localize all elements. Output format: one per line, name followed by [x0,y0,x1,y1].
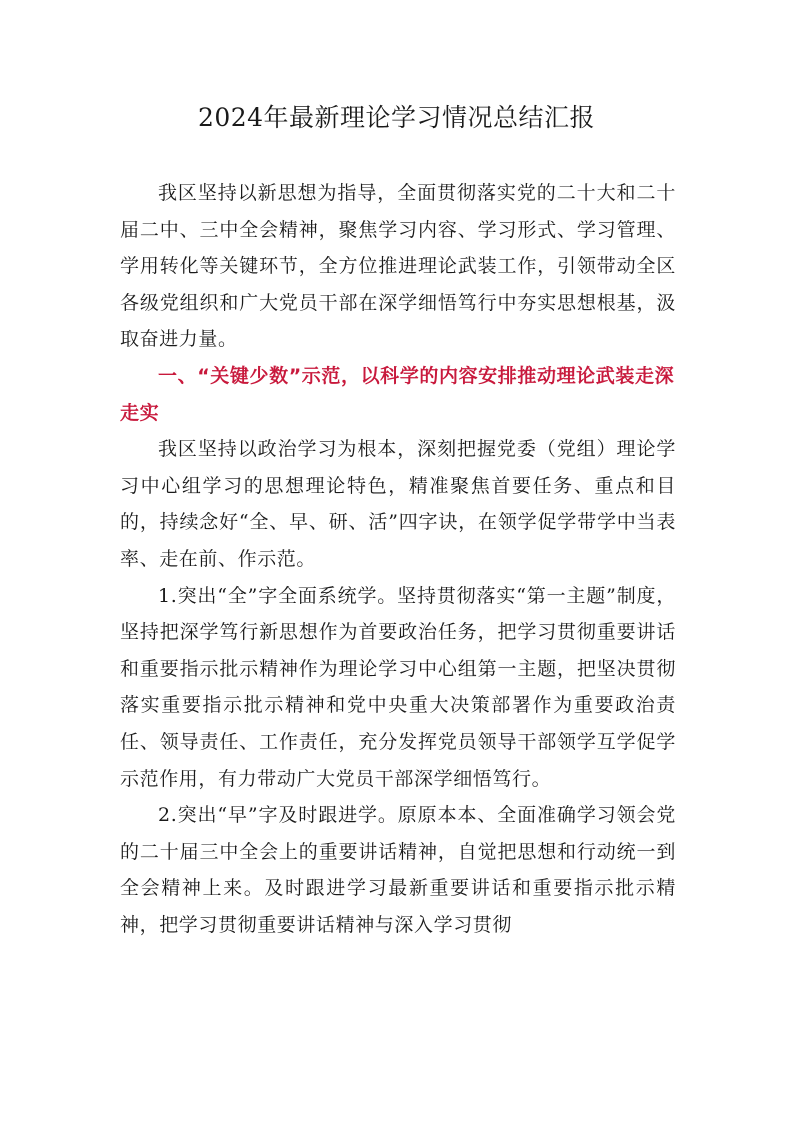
document-body [120,175,676,943]
section-heading-1: 一、“关键少数”示范，以科学的内容安排推动理论武装走深走实 [120,364,675,424]
document-title: 2024年最新理论学习情况总结汇报 [197,103,596,132]
item-paragraph-1: 1.突出“全”字全面系统学。坚持贯彻落实“第一主题”制度，坚持把深学笃行新思想作为首要政治任务，把学习贯彻重要讲话和重要指示批示精神作为理论学习中心组第一主题，把坚决贯彻落实重要指示批示精神和党中央重大决策部署作为重要政治责任、领导责任、工作责任，充分发挥党员领导干部领学互学促学示范作用，有力带动广大党员干部深学细悟笃行。 [120,584,676,790]
section1-intro-paragraph: 我区坚持以政治学习为根本，深刻把握党委（党组）理论学习中心组学习的思想理论特色，精准聚焦首要任务、重点和目的，持续念好“全、早、研、活”四字诀，在领学促学带学中当表率、走在前、作示范。 [120,438,676,570]
intro-paragraph: 我区坚持以新思想为指导，全面贯彻落实党的二十大和二十届二中、三中全会精神，聚焦学习内容、学习形式、学习管理、学用转化等关键环节，全方位推进理论武装工作，引领带动全区各级党组织和广大党员干部在深学细悟笃行中夯实思想根基，汲取奋进力量。 [120,182,676,351]
item-paragraph-2: 2.突出“早”字及时跟进学。原原本本、全面准确学习领会党的二十届三中全会上的重要讲话精神，自觉把思想和行动统一到全会精神上来。及时跟进学习最新重要讲话和重要指示批示精神，把学习贯彻重要讲话精神与深入学习贯彻 [120,804,676,936]
